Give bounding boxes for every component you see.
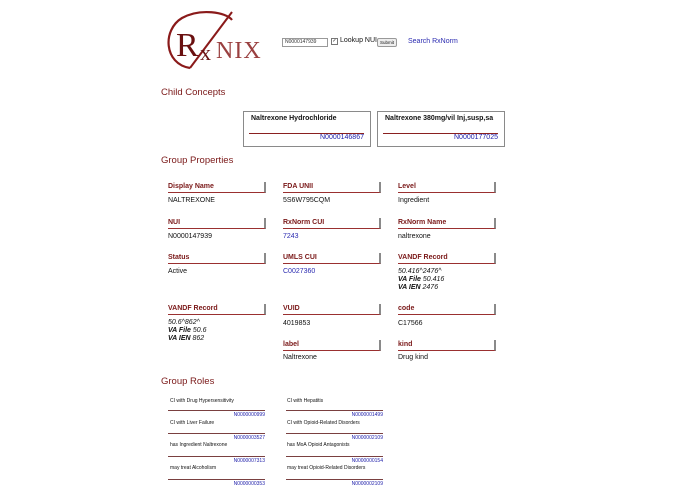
property-value: NALTREXONE [168, 197, 215, 204]
property-label: VUID [283, 304, 381, 315]
lookup-checkbox[interactable]: ✓ [332, 38, 337, 44]
va-ien-line [168, 335, 207, 343]
property-label: code [398, 304, 496, 315]
role-code-link[interactable]: N0000000999 [233, 412, 265, 418]
role-text: has Ingredient Naltrexone [170, 442, 228, 448]
role-text: has MoA Opioid Antagonists [287, 442, 350, 448]
va-file-label: VA File [168, 327, 191, 334]
vandf-record-value [398, 268, 444, 292]
child-concept-name: Naltrexone Hydrochloride [251, 115, 337, 122]
divider [286, 479, 383, 480]
property-label: FDA UNII [283, 182, 381, 193]
svg-text:x: x [200, 40, 211, 65]
divider [168, 479, 265, 480]
role-code-link[interactable]: N0000002109 [351, 435, 383, 441]
property-label: RxNorm CUI [283, 218, 381, 229]
vandf-record-text: 50.416^2476^ [398, 268, 442, 275]
property-value: 4019853 [283, 320, 311, 327]
property-value: N0000147939 [168, 233, 212, 240]
property-value: naltrexone [398, 233, 431, 240]
va-file-label: VA File [398, 276, 421, 283]
divider [286, 456, 383, 457]
divider [168, 456, 265, 457]
rxnorm-cui-link[interactable]: 7243 [283, 233, 299, 240]
submit-button[interactable]: Submit [377, 38, 397, 47]
va-ien-label: VA IEN [168, 335, 191, 342]
property-label: UMLS CUI [283, 253, 381, 264]
vandf-record-value [168, 319, 207, 343]
property-value: Drug kind [398, 354, 428, 361]
vandf-record-text: 50.6^862^ [168, 319, 200, 326]
property-label: NUI [168, 218, 266, 229]
divider [168, 433, 265, 434]
role-code-link[interactable]: N0000000353 [233, 481, 265, 487]
search-rxnorm-link[interactable]: Search RxNorm [408, 38, 458, 45]
role-text: CI with Drug Hypersensitivity [170, 398, 234, 404]
role-code-link[interactable]: N0000007313 [233, 458, 265, 464]
child-concepts-title: Child Concepts [161, 87, 226, 98]
property-label: kind [398, 340, 496, 351]
property-label: Status [168, 253, 266, 264]
property-value: C17566 [398, 320, 423, 327]
va-file-line [168, 327, 207, 335]
role-text: may treat Opioid-Related Disorders [287, 465, 366, 471]
va-ien-label: VA IEN [398, 284, 421, 291]
svg-text:R: R [176, 27, 199, 64]
va-ien-value: 2476 [422, 284, 439, 291]
group-roles-title: Group Roles [161, 376, 215, 387]
divider [286, 433, 383, 434]
rxnix-logo[interactable] [160, 10, 272, 72]
umls-cui-link[interactable]: C0027360 [283, 268, 316, 275]
property-label: Display Name [168, 182, 266, 193]
va-file-line [398, 276, 444, 284]
property-value: Ingredient [398, 197, 430, 204]
child-concept-card[interactable] [377, 111, 505, 147]
role-code-link[interactable]: N0000000154 [351, 458, 383, 464]
role-code-link[interactable]: N0000002109 [351, 481, 383, 487]
role-text: CI with Hepatitis [287, 398, 324, 404]
va-file-value: 50.416 [422, 276, 445, 283]
child-concept-code-link[interactable]: N0000146867 [320, 134, 364, 141]
va-file-value: 50.6 [192, 327, 207, 334]
child-concept-code-link[interactable]: N0000177025 [454, 134, 498, 141]
role-text: CI with Liver Failure [170, 420, 215, 426]
property-label: VANDF Record [398, 253, 496, 264]
property-label: VANDF Record [168, 304, 266, 315]
divider [286, 410, 383, 411]
property-label: Level [398, 182, 496, 193]
role-text: may treat Alcoholism [170, 465, 217, 471]
nui-input[interactable]: N0000147939 [282, 38, 328, 47]
role-code-link[interactable]: N0000003527 [233, 435, 265, 441]
divider [168, 410, 265, 411]
va-ien-line [398, 284, 444, 292]
property-value: Active [168, 268, 188, 275]
child-concept-card[interactable] [243, 111, 371, 147]
role-code-link[interactable]: N0000001499 [351, 412, 383, 418]
role-text: CI with Opioid-Related Disorders [287, 420, 360, 426]
property-value: Naltrexone [283, 354, 317, 361]
va-ien-value: 862 [192, 335, 205, 342]
child-concept-name: Naltrexone 380mg/vil Inj,susp,sa [385, 115, 494, 122]
property-value: 5S6W795CQM [283, 197, 331, 204]
group-properties-title: Group Properties [161, 155, 234, 166]
lookup-nui-label: Lookup NUI [340, 37, 377, 44]
property-label: RxNorm Name [398, 218, 496, 229]
property-label: label [283, 340, 381, 351]
svg-text:NIX: NIX [216, 38, 262, 64]
